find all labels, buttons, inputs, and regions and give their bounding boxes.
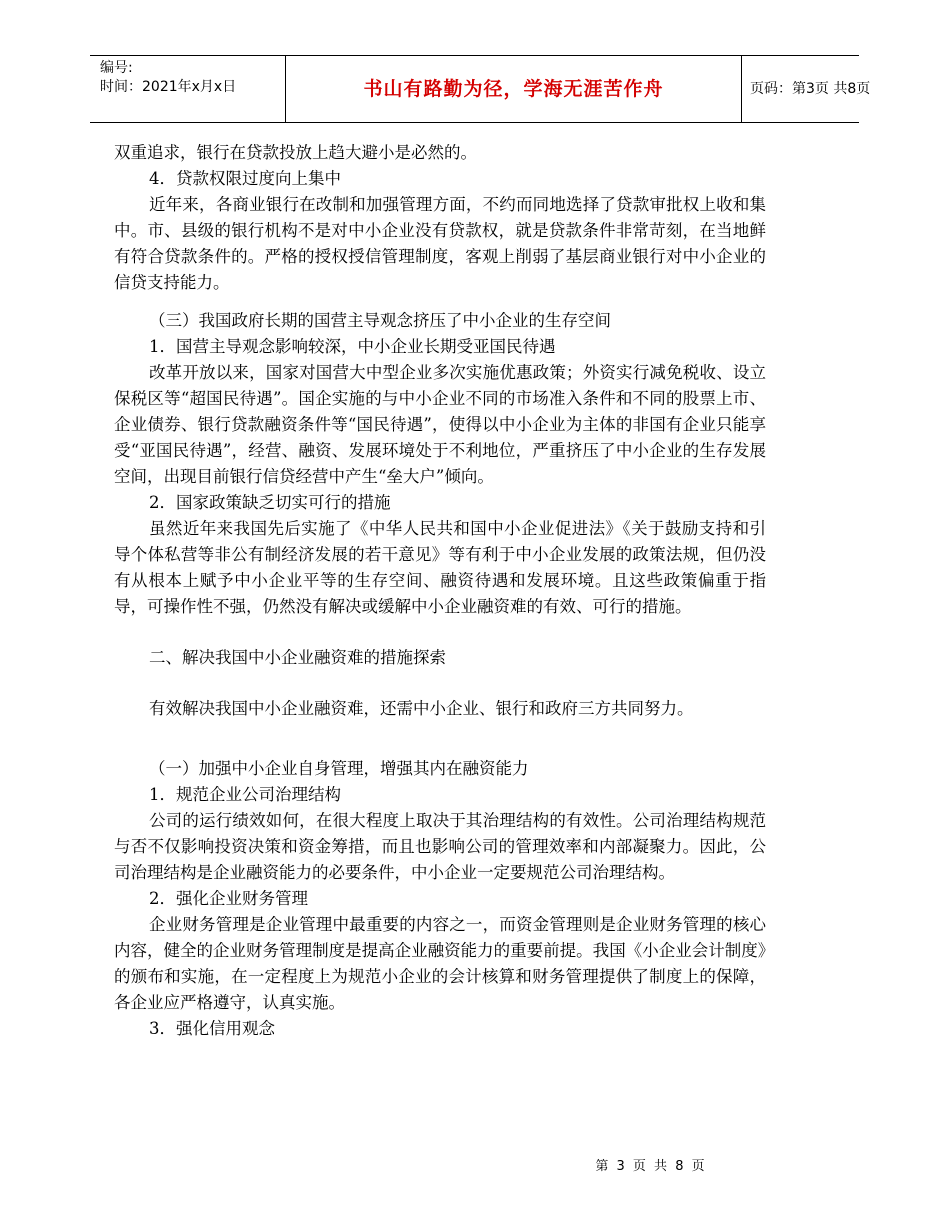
section-heading-self-management: （一）加强中小企业自身管理，增强其内在融资能力 (149, 759, 529, 778)
paragraph-finance: 企业财务管理是企业管理中最重要的内容之一，而资金管理则是企业财务管理的核心内容，健全的企业财务管理制度是提高企业融资能力的重要前提。我国《小企业会计制度》的颁布和实施，在一定程度上为规范小企业的会计核算和财务管理提供了制度上的保障，各企业应严格遵守，认真实施。 (114, 915, 766, 1012)
paragraph-governance: 公司的运行绩效如何，在很大程度上取决于其治理结构的有效性。公司治理结构规范与否不仅影响投资决策和资金筹措，而且也影响公司的管理效率和内部凝聚力。因此，公司治理结构是企业融资能力的必要条件，中小企业一定要规范公司治理结构。 (114, 811, 766, 882)
document-body (114, 140, 766, 1042)
subheading-policy: 2．国家政策缺乏切实可行的措施 (149, 493, 391, 512)
paragraph-policy: 虽然近年来我国先后实施了《中华人民共和国中小企业促进法》《关于鼓励支持和引导个体私营等非公有制经济发展的若干意见》等有利于中小企业发展的政策法规，但仍没有从根本上赋予中小企业平等的生存空间、融资待遇和发展环境。且这些政策偏重于指导，可操作性不强，仍然没有解决或缓解中小企业融资难的有效、可行的措施。 (114, 519, 766, 616)
subheading-state-dominance: 1．国营主导观念影响较深，中小企业长期受亚国民待遇 (149, 337, 556, 356)
subheading-finance: 2．强化企业财务管理 (149, 889, 308, 908)
paragraph-loan-centralization: 近年来，各商业银行在改制和加强管理方面，不约而同地选择了贷款审批权上收和集中。市、县级的银行机构不是对中小企业没有贷款权，就是贷款条件非常苛刻，在当地鲜有符合贷款条件的。严格的授权授信管理制度，客观上削弱了基层商业银行对中小企业的信贷支持能力。 (114, 195, 766, 292)
subheading-governance: 1．规范企业公司治理结构 (149, 785, 341, 804)
doc-date-label: 时间：2021年x月x日 (100, 79, 237, 95)
paragraph-state-dominance: 改革开放以来，国家对国营大中型企业多次实施优惠政策；外资实行减免税收、设立保税区等“超国民待遇”。国企实施的与中小企业不同的市场准入条件和不同的股票上市、企业债券、银行贷款融资条件等“国民待遇”，使得以中小企业为主体的非国有企业只能享受“亚国民待遇”，经营、融资、发展环境处于不利地位，严重挤压了中小企业的生存发展空间，出现目前银行信贷经营中产生“垒大户”倾向。 (114, 363, 766, 486)
page-footer: 第 3 页 共 8 页 (595, 1159, 705, 1174)
doc-code-label: 编号: (100, 60, 133, 76)
chapter-heading-solutions: 二、解决我国中小企业融资难的措施探索 (149, 648, 446, 667)
subheading-credit: 3．强化信用观念 (149, 1019, 275, 1038)
subheading-loan-centralization: 4．贷款权限过度向上集中 (149, 169, 341, 188)
section-heading-government: （三）我国政府长期的国营主导观念挤压了中小企业的生存空间 (149, 311, 611, 330)
page-header (90, 55, 871, 123)
header-left-cell (90, 56, 284, 122)
paragraph-continued: 双重追求，银行在贷款投放上趋大避小是必然的。 (114, 143, 477, 162)
paragraph-solutions: 有效解决我国中小企业融资难，还需中小企业、银行和政府三方共同努力。 (149, 699, 694, 718)
header-motto: 书山有路勤为径，学海无涯苦作舟 (285, 56, 742, 122)
header-page-info: 页码：第3页 共8页 (750, 81, 871, 97)
